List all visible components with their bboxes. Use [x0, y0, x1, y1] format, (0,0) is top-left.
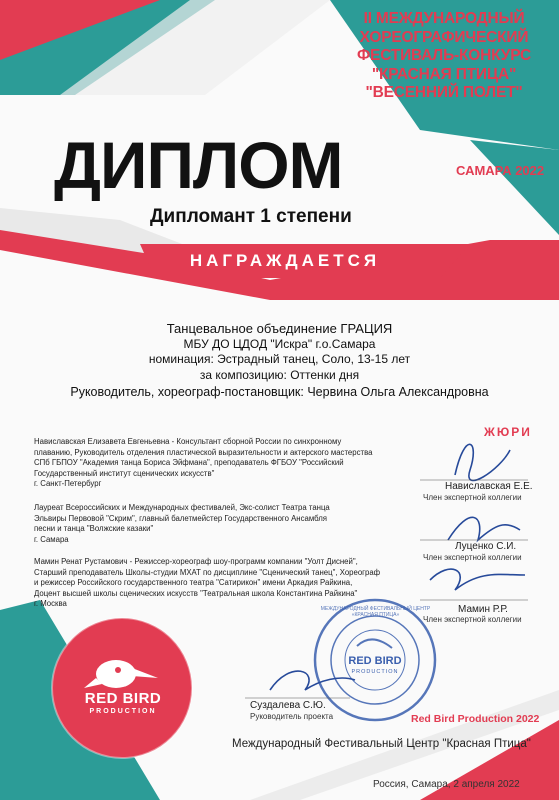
bio-line: Доцент высшей школы сценических искусств "Театральная школа Константина Райкина" [34, 588, 358, 598]
jury-name: Навиславская Е.Е. [445, 481, 533, 492]
footer-company-year: Red Bird Production 2022 [411, 713, 540, 725]
bio-line: Старший преподаватель Школы-студии МХАТ по дисциплине "Сценический танец", Хореограф [34, 567, 381, 577]
jury-bio [34, 437, 414, 490]
recipient-group: Танцевальное объединение ГРАЦИЯ [166, 321, 393, 336]
logo-title: RED BIRD [84, 690, 162, 707]
jury-heading: ЖЮРИ [484, 425, 532, 439]
awarded-label: НАГРАЖДАЕТСЯ [189, 251, 381, 270]
footer-center: Международный Фестивальный Центр "Красная Птица" [232, 738, 531, 750]
jury-bio [34, 557, 414, 610]
festival-line: "КРАСНАЯ ПТИЦА" [371, 65, 517, 83]
bio-line: г. Самара [34, 534, 69, 544]
bio-line: СПб ГБПОУ "Академия танца Бориса Эйфмана", преподаватель ФГБОУ "Российский [34, 458, 344, 468]
festival-line: ХОРЕОГРАФИЧЕСКИЙ [359, 28, 529, 46]
bio-line: Навиславская Елизавета Евгеньевна - Консультант сборной России по синхронному [34, 437, 342, 446]
bio-line: Государственный институт сценических искусств" [34, 468, 215, 478]
stamp-center-subtitle: PRODUCTION [351, 669, 399, 675]
diploma-degree: Дипломант 1 степени [150, 206, 352, 227]
bio-line: плаванию, Руководитель отделения пластической выразительности и актерского мастерства [34, 447, 373, 457]
project-lead-name: Суздалева С.Ю. [250, 700, 326, 711]
festival-line: II МЕЖДУНАРОДНЫЙ [363, 10, 525, 27]
bio-line: г. Москва [34, 599, 67, 609]
bio-line: Лауреат Всероссийских и Международных фестивалей, Экс-солист Театра танца [34, 503, 330, 512]
festival-line: "ВЕСЕННИЙ ПОЛЕТ" [365, 84, 523, 101]
project-lead-role: Руководитель проекта [250, 712, 334, 721]
logo-subtitle: PRODUCTION [89, 708, 157, 715]
jury-name: Луценко С.И. [455, 541, 517, 552]
bio-line: Мамин Ренат Рустамович - Режиссер-хореограф шоу-программ компании "Уолт Дисней", [34, 557, 358, 566]
recipient-composition: за композицию: Оттенки дня [199, 368, 360, 382]
jury-bio [34, 503, 414, 545]
bio-line: песни и танца "Волжские казаки" [34, 524, 154, 534]
bio-line: Эльвиры Первовой "Скрим", главный балетмейстер Государственного Ансамбля [34, 513, 328, 523]
diploma-title: ДИПЛОМ [54, 128, 343, 202]
recipient-leader: Руководитель, хореограф-постановщик: Червина Ольга Александровна [70, 385, 489, 399]
festival-title [339, 10, 549, 103]
festival-line: ФЕСТИВАЛЬ-КОНКУРС [357, 47, 531, 64]
bio-line: и режиссер Российского государственного театра "Сатирикон" имени Аркадия Райкина, [34, 578, 353, 588]
jury-role: Член экспертной коллегии [423, 615, 522, 624]
jury-role: Член экспертной коллегии [423, 553, 522, 562]
stamp-center-title: RED BIRD [348, 655, 402, 667]
footer-place-date: Россия, Самара, 2 апреля 2022 [373, 779, 520, 790]
jury-role: Член экспертной коллегии [423, 493, 522, 502]
bio-line: г. Санкт-Петербург [34, 479, 102, 489]
recipient-nomination: номинация: Эстрадный танец, Соло, 13-15 лет [148, 352, 411, 366]
city-year: САМАРА 2022 [456, 163, 545, 178]
stamp-ring-text: МЕЖДУНАРОДНЫЙ ФЕСТИВАЛЬНЫЙ ЦЕНТР «КРАСНАЯ ПТИЦА» [320, 606, 431, 618]
jury-name: Мамин Р.Р. [458, 604, 508, 615]
recipient-institution: МБУ ДО ЦДОД "Искра" г.о.Самара [183, 337, 376, 351]
